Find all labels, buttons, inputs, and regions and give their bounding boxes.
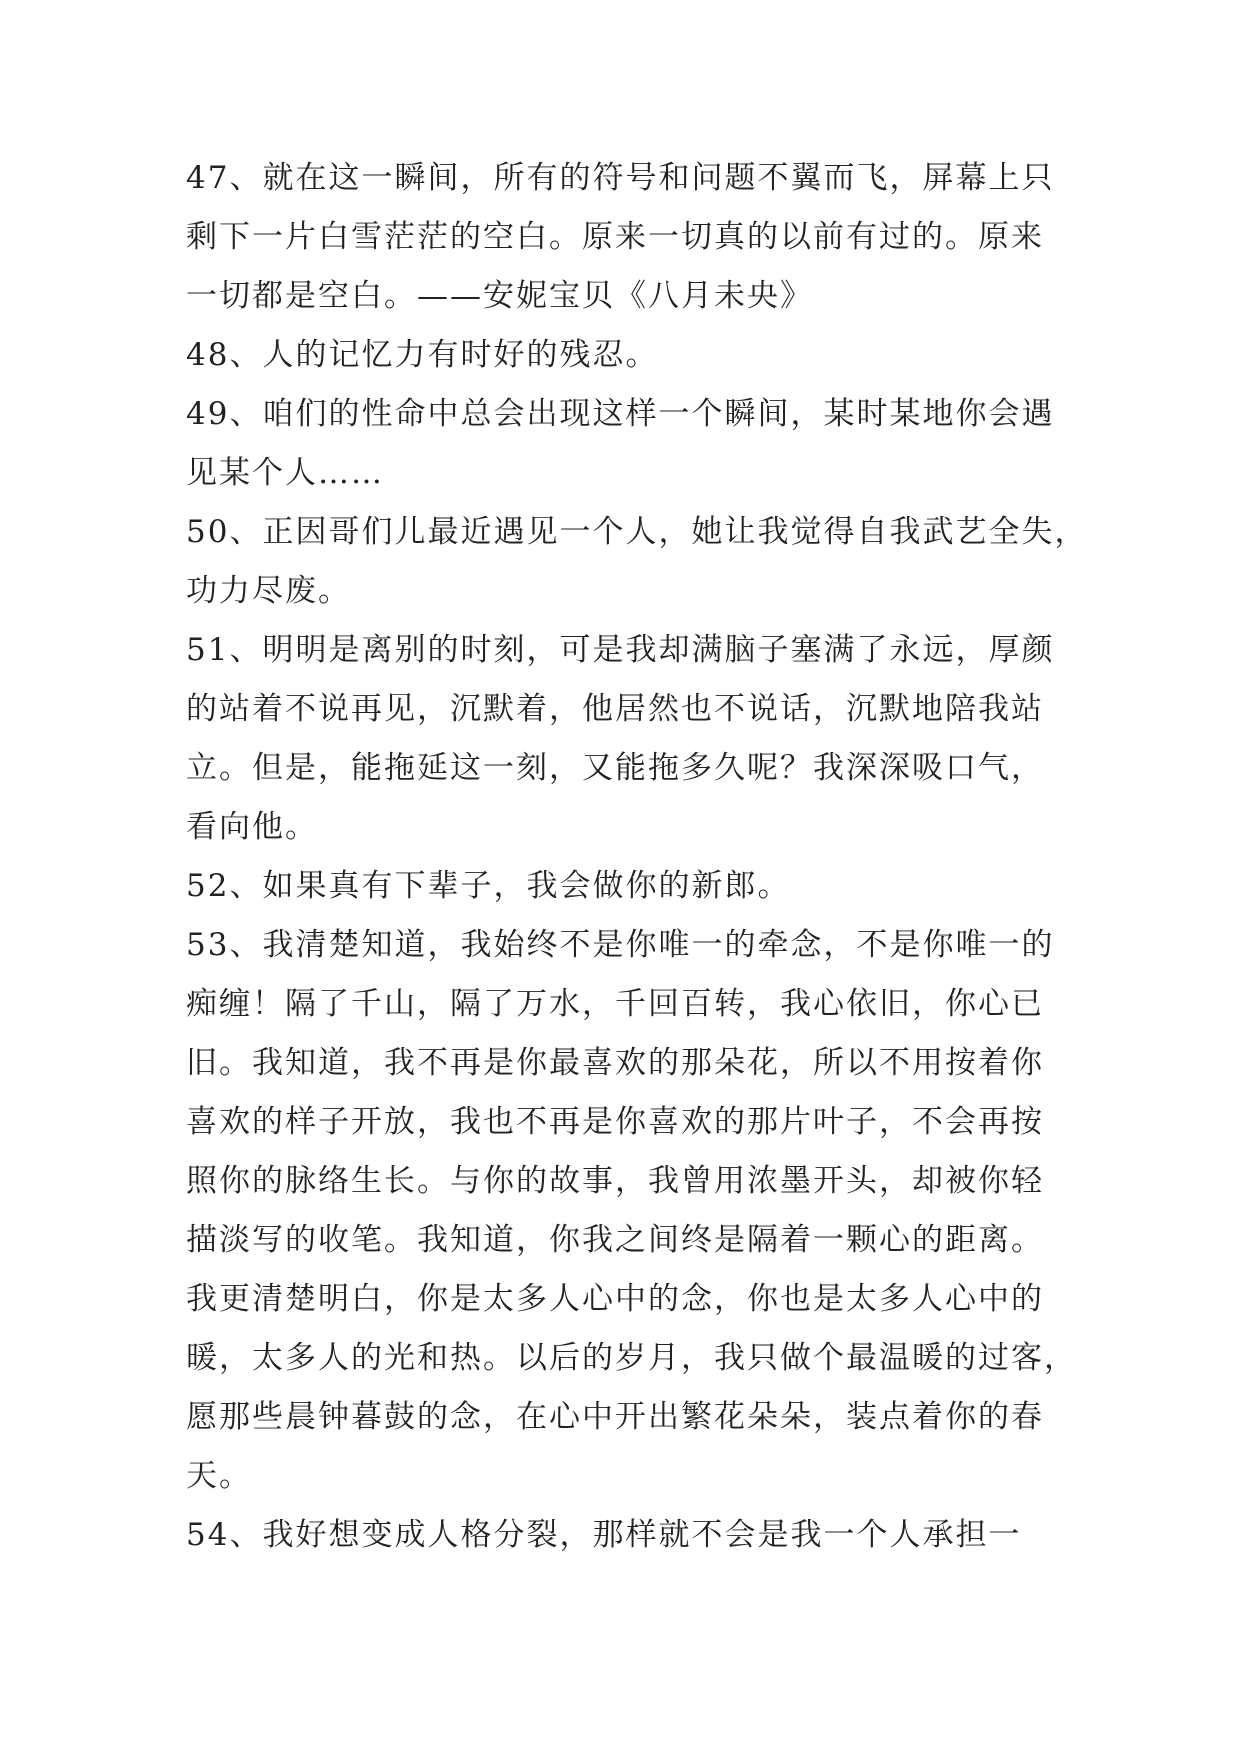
text-line: 见某个人…… xyxy=(186,455,384,491)
text-line: 49、咱们的性命中总会出现这样一个瞬间，某时某地你会遇 xyxy=(186,396,1055,432)
text-line: 功力尽废。 xyxy=(186,573,351,609)
text-line: 天。 xyxy=(186,1458,252,1494)
text-line: 愿那些晨钟暮鼓的念，在心中开出繁花朵朵，装点着你的春 xyxy=(186,1399,1044,1435)
text-line: 喜欢的样子开放，我也不再是你喜欢的那片叶子，不会再按 xyxy=(186,1104,1044,1140)
text-line: 47、就在这一瞬间，所有的符号和问题不翼而飞，屏幕上只 xyxy=(186,160,1055,196)
text-line: 52、如果真有下辈子，我会做你的新郎。 xyxy=(186,868,791,904)
document-body xyxy=(186,149,1088,1565)
text-line: 描淡写的收笔。我知道，你我之间终是隔着一颗心的距离。 xyxy=(186,1222,1044,1258)
text-line: 53、我清楚知道，我始终不是你唯一的牵念，不是你唯一的 xyxy=(186,927,1055,963)
text-line: 旧。我知道，我不再是你最喜欢的那朵花，所以不用按着你 xyxy=(186,1045,1044,1081)
text-line: 剩下一片白雪茫茫的空白。原来一切真的以前有过的。原来 xyxy=(186,219,1044,255)
paragraph xyxy=(186,1506,1066,1565)
paragraph xyxy=(186,385,1066,503)
text-line: 痴缠！隔了千山，隔了万水，千回百转，我心依旧，你心已 xyxy=(186,986,1044,1022)
paragraph xyxy=(186,857,1066,916)
paragraph xyxy=(186,503,1088,621)
text-line: 48、人的记忆力有时好的残忍。 xyxy=(186,337,659,373)
paragraph xyxy=(186,621,1066,857)
paragraph xyxy=(186,149,1066,326)
text-line: 看向他。 xyxy=(186,809,318,845)
text-line: 一切都是空白。——安妮宝贝《八月未央》 xyxy=(186,278,813,314)
text-line: 51、明明是离别的时刻，可是我却满脑子塞满了永远，厚颜 xyxy=(186,632,1055,668)
text-line: 54、我好想变成人格分裂，那样就不会是我一个人承担一 xyxy=(186,1517,1022,1553)
text-line: 50、正因哥们儿最近遇见一个人，她让我觉得自我武艺全失， xyxy=(186,514,1088,550)
paragraph xyxy=(186,916,1077,1506)
paragraph xyxy=(186,326,1066,385)
text-line: 我更清楚明白，你是太多人心中的念，你也是太多人心中的 xyxy=(186,1281,1044,1317)
text-line: 照你的脉络生长。与你的故事，我曾用浓墨开头，却被你轻 xyxy=(186,1163,1044,1199)
text-line: 暖，太多人的光和热。以后的岁月，我只做个最温暖的过客， xyxy=(186,1340,1077,1376)
text-line: 立。但是，能拖延这一刻，又能拖多久呢？我深深吸口气， xyxy=(186,750,1044,786)
text-line: 的站着不说再见，沉默着，他居然也不说话，沉默地陪我站 xyxy=(186,691,1044,727)
